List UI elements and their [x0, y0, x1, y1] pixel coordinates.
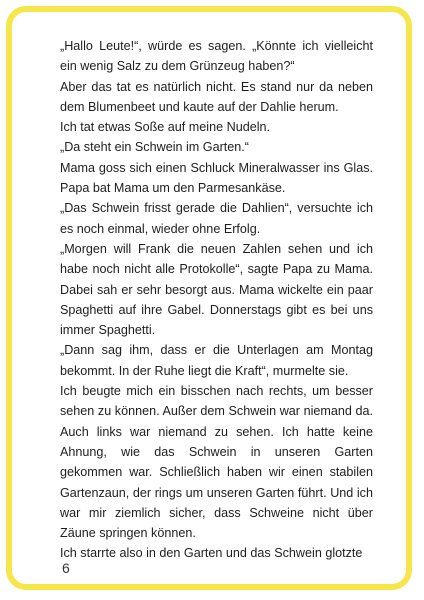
paragraph: „Dann sag ihm, dass er die Unterlagen am Montag bekommt. In der Ruhe liegt die Kraft“, murmelte sie.	[60, 343, 373, 378]
paragraph: „Morgen will Frank die neuen Zahlen sehen und ich habe noch nicht alle Protokolle“, sagte Papa zu Mama. Dabei sah er sehr besorgt aus. Mama wickelte ein paar Spaghetti auf ihre Gabel. Donnerstags gibt es bei uns immer Spaghetti.	[60, 241, 373, 338]
paragraph: Ich starrte also in den Garten und das Schwein glotzte	[60, 546, 363, 561]
paragraph: Aber das tat es natürlich nicht. Es stand nur da neben dem Blumenbeet und kaute auf der Dahlie herum.	[60, 79, 373, 114]
paragraph: Mama goss sich einen Schluck Mineralwasser ins Glas. Papa bat Mama um den Parmesankäse.	[60, 160, 373, 196]
page-number: 6	[62, 560, 70, 576]
story-text	[60, 36, 373, 564]
paragraph: „Da steht ein Schwein im Garten.“	[60, 140, 249, 155]
paragraph: „Hallo Leute!“, würde es sagen. „Könnte ich vielleicht ein wenig Salz zu dem Grünzeug haben?“	[60, 39, 373, 74]
paragraph: „Das Schwein frisst gerade die Dahlien“, versuchte ich es noch einmal, wieder ohne Erfolg.	[60, 201, 373, 236]
paragraph: Ich beugte mich ein bisschen nach rechts, um besser sehen zu können. Außer dem Schwein war niemand da. Auch links war niemand zu sehen. Ich hatte keine Ahnung, wie das Schwein in unseren Garten gekommen war. Schließlich haben wir einen stabilen Gartenzaun, der rings um unseren Garten führt. Und ich war mir ziemlich sicher, dass Schweine nicht über Zäune springen können.	[60, 384, 373, 541]
paragraph: Ich tat etwas Soße auf meine Nudeln.	[60, 120, 271, 135]
